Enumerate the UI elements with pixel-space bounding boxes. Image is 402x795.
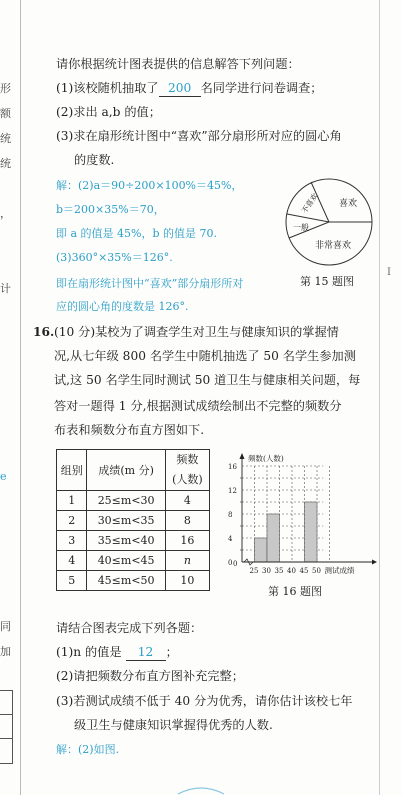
pie-label-bu-xihuan: 不喜欢 — [299, 191, 320, 216]
edge-char: 形 — [0, 82, 11, 95]
edge-char: e — [0, 470, 7, 483]
page-bottom-arc — [176, 780, 226, 795]
q1-line — [56, 80, 322, 97]
y-axis-label: 频数(人数) — [248, 454, 284, 463]
table-cell: 45≤m<50 — [87, 571, 165, 591]
y-tick-label: 12 — [228, 487, 237, 495]
table-cell: 5 — [57, 571, 87, 591]
table-header-row — [57, 450, 210, 491]
p16-line: 况,从七年级 800 名学生中随机抽选了 50 名学生参加测 — [54, 349, 356, 363]
right-margin-rule — [379, 0, 380, 795]
x-axis-arrow — [372, 560, 377, 565]
solution-line: 即在扇形统计图中“喜欢”部分扇形所对 — [56, 277, 244, 290]
edge-table-line — [0, 738, 12, 739]
table-cell: 1 — [57, 491, 87, 511]
table-row — [57, 551, 210, 571]
table-row — [57, 511, 210, 531]
table-row — [57, 491, 210, 511]
p16-number: 16. — [33, 325, 55, 339]
histogram-bar — [305, 502, 318, 562]
histogram-chart — [212, 450, 380, 580]
a2-line: (2)请把频数分布直方图补充完整； — [56, 669, 244, 683]
x-tick-label: 35 — [274, 567, 284, 575]
q3-line-1: (3)求在扇形统计图中“喜欢”部分扇形所对应的圆心角 — [56, 129, 342, 143]
q3-line-2: 的度数. — [74, 153, 115, 167]
frequency-table — [56, 449, 210, 591]
histogram-caption: 第 16 题图 — [268, 585, 322, 598]
x-tick-label: 50 — [312, 567, 321, 575]
y-tick-label: 0 — [228, 559, 233, 567]
left-margin-rule — [20, 0, 21, 795]
p16-line: 试,这 50 名学生同时测试 50 道卫生与健康相关问题，每 — [54, 373, 361, 387]
histogram-bar — [267, 514, 280, 562]
edge-char: 统 — [0, 157, 11, 170]
header-frequency-line2: (人数) — [172, 473, 203, 486]
table-cell: 35≤m<40 — [87, 531, 165, 551]
edge-char: ， — [0, 207, 11, 220]
table-cell: 4 — [165, 491, 209, 511]
table-cell: 3 — [57, 531, 87, 551]
final-solution: 解：(2)如图. — [56, 743, 120, 756]
pie-label-xihuan: 喜欢 — [339, 199, 358, 209]
table-cell: 16 — [165, 531, 209, 551]
origin-label: 0 — [233, 560, 238, 568]
x-tick-label: 45 — [299, 567, 309, 575]
a1-post: ； — [165, 645, 178, 659]
header-frequency — [165, 450, 209, 491]
table-cell: 4 — [57, 551, 87, 571]
solution-line: 应的圆心角的度数是 126°. — [56, 300, 189, 313]
histogram-bar — [255, 538, 268, 562]
pie-caption: 第 15 题图 — [300, 275, 354, 288]
q1-pre: (1)该校随机抽取了 — [56, 81, 159, 95]
edge-table-fragment — [0, 690, 13, 764]
intro-line: 请你根据统计图表提供的信息解答下列问题： — [56, 57, 300, 71]
edge-char: 加 — [0, 645, 11, 658]
x-axis-label: 测试成绩 — [324, 566, 355, 575]
x-tick-label: 40 — [287, 567, 296, 575]
solution-line: (3)360°×35%＝126°. — [56, 251, 173, 264]
edge-char: 同 — [0, 620, 11, 633]
header-frequency-line1: 频数 — [176, 453, 199, 466]
edge-table-line — [0, 714, 12, 715]
y-tick-label: 8 — [228, 511, 233, 519]
table-cell: 40≤m<45 — [87, 551, 165, 571]
edge-char: 计 — [0, 282, 11, 295]
edge-char: 统 — [0, 132, 11, 145]
table-cell: 8 — [165, 511, 209, 531]
edge-char: 额 — [0, 107, 11, 120]
p16-line: 答对一题得 1 分,根据测试成绩绘制出不完整的频数分 — [54, 399, 342, 413]
a3-line-1: (3)若测试成绩不低于 40 分为优秀，请你估计该校七年 — [56, 694, 353, 708]
q1-answer: 200 — [159, 80, 201, 97]
table-cell: 2 — [57, 511, 87, 531]
q1-post: 名同学进行问卷调查； — [200, 81, 323, 95]
pie-label-yiban: 一般 — [293, 223, 309, 232]
table-row — [57, 531, 210, 551]
x-tick-label: 25 — [249, 567, 259, 575]
header-group: 组别 — [57, 450, 87, 491]
y-tick-label: 16 — [228, 463, 237, 471]
table-cell: 30≤m<35 — [87, 511, 165, 531]
right-edge-char: I — [387, 267, 391, 278]
a1-pre: (1)n 的值是 — [56, 645, 122, 659]
a1-answer: 12 — [126, 644, 166, 661]
table-cell: 10 — [165, 571, 209, 591]
q2-line: (2)求出 a,b 的值； — [56, 105, 161, 119]
table-cell: 25≤m<30 — [87, 491, 165, 511]
solution-line: 解：(2)a＝90÷200×100%＝45%， — [56, 179, 243, 192]
x-tick-label: 30 — [262, 567, 271, 575]
solution-line: b＝200×35%＝70， — [56, 203, 165, 216]
pie-label-feichang-xihuan: 非常喜欢 — [315, 241, 352, 251]
header-score: 成绩(m 分) — [87, 450, 165, 491]
a1-line — [56, 644, 178, 661]
y-axis-arrow — [240, 453, 245, 459]
y-tick-label: 4 — [228, 535, 233, 543]
table-row — [57, 571, 210, 591]
p16-line: (10 分)某校为了调查学生对卫生与健康知识的掌握情 — [54, 325, 339, 339]
pie-chart — [283, 176, 375, 268]
table-cell: n — [165, 551, 209, 571]
solution-line: 即 a 的值是 45%，b 的值是 70. — [56, 227, 218, 240]
p16-line: 布表和频数分布直方图如下. — [54, 423, 205, 437]
ask-line: 请结合图表完成下列各题： — [56, 621, 203, 635]
a3-line-2: 级卫生与健康知识掌握得优秀的人数. — [74, 718, 273, 732]
